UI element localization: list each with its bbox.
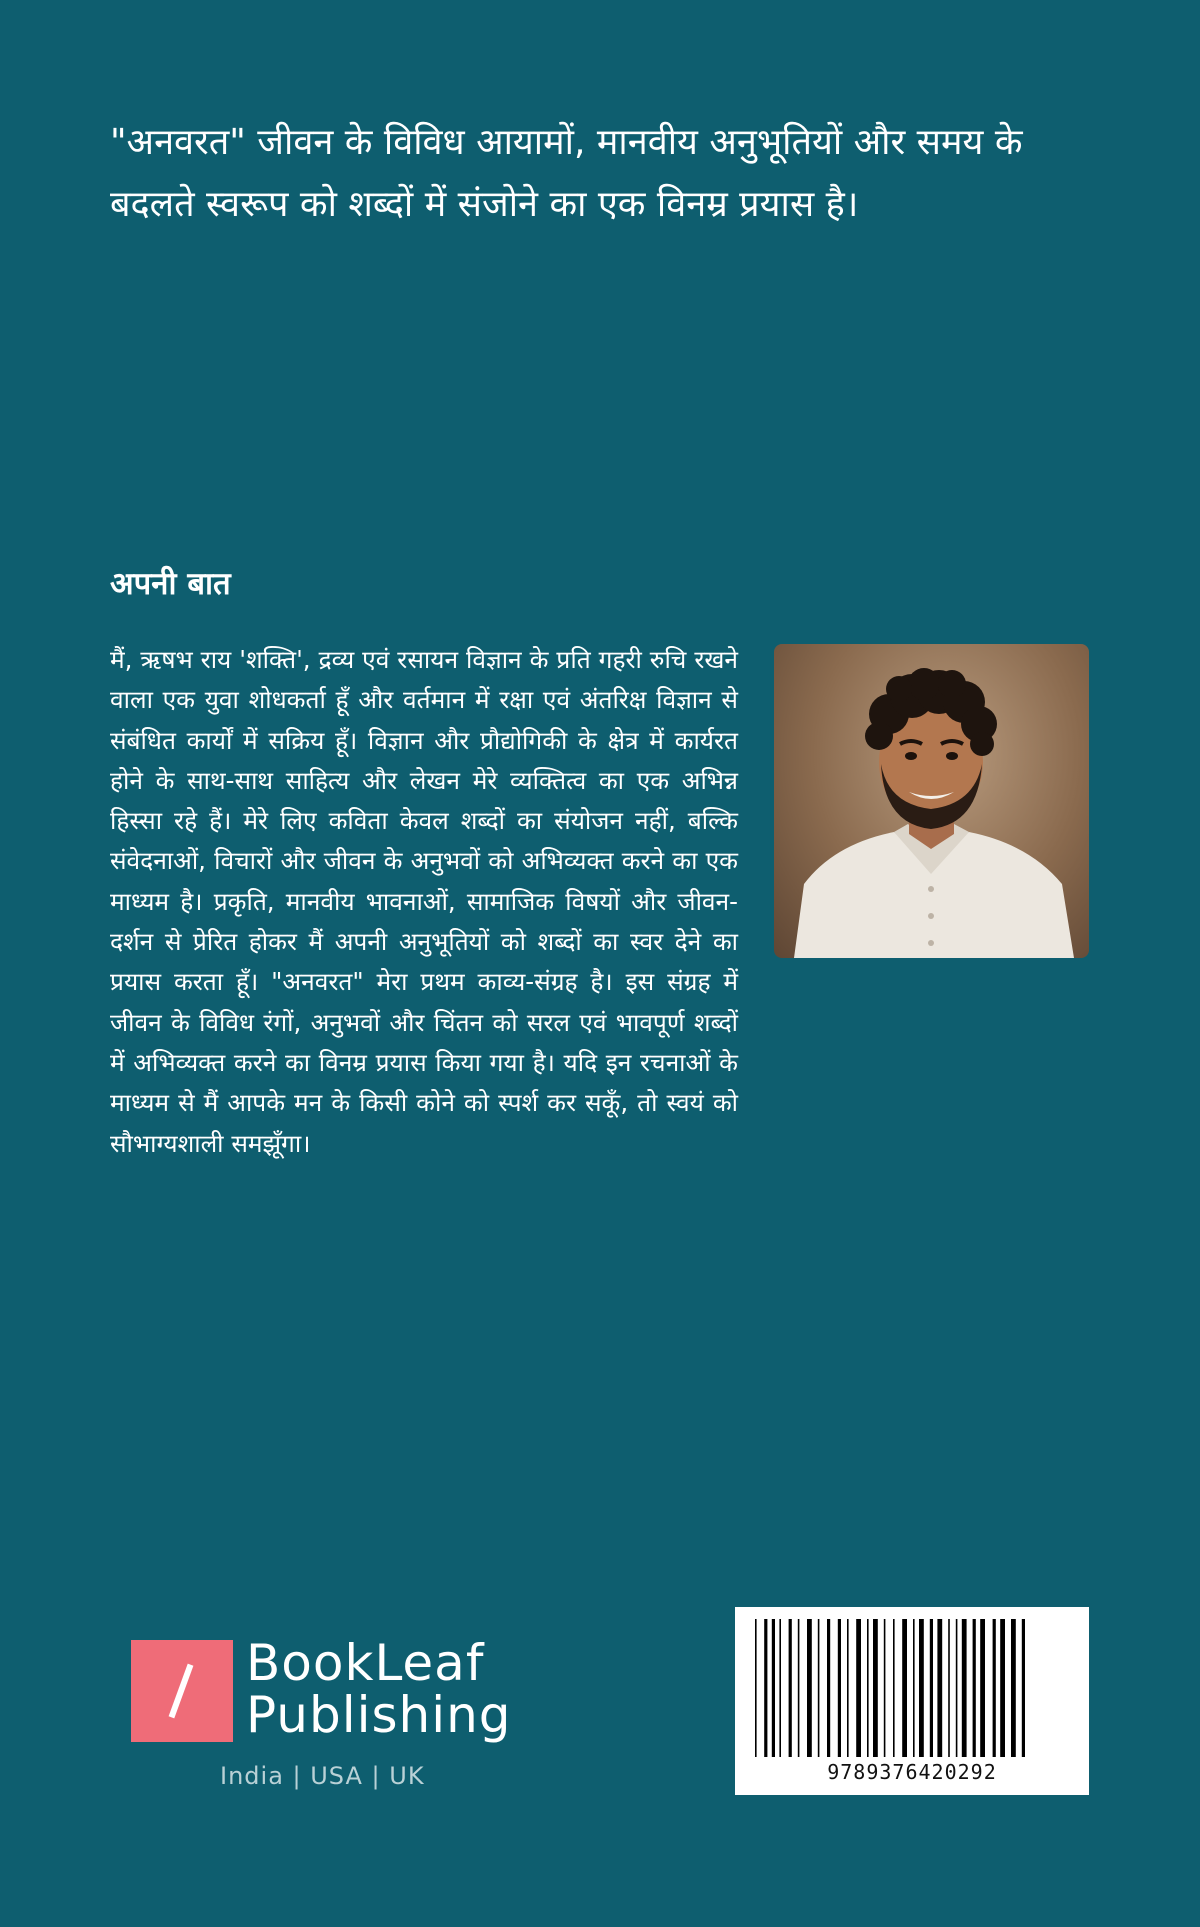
- barcode-bar: [893, 1619, 895, 1757]
- barcode-bar: [847, 1619, 849, 1757]
- section-heading: अपनी बात: [110, 566, 231, 602]
- barcode-bar: [856, 1619, 861, 1757]
- barcode-bar: [873, 1619, 878, 1757]
- publisher-name-line2: Publishing: [246, 1686, 512, 1744]
- barcode-bar: [980, 1619, 985, 1757]
- back-cover-tagline: "अनवरत" जीवन के विविध आयामों, मानवीय अनुभूतियों और समय के बदलते स्वरूप को शब्दों में संजोने का एक विनम्र प्रयास है।: [110, 122, 1023, 225]
- slash-icon: [169, 1664, 194, 1719]
- barcode-bar: [962, 1619, 967, 1757]
- barcode-bar: [919, 1619, 924, 1757]
- barcode-bar: [1000, 1619, 1005, 1757]
- barcode-bar: [789, 1619, 792, 1757]
- barcode-bar: [1022, 1619, 1025, 1757]
- author-portrait-illustration: [774, 644, 1089, 958]
- barcode-bar: [807, 1619, 812, 1757]
- barcode-bar: [1011, 1619, 1016, 1757]
- publisher-logo: [131, 1634, 531, 1800]
- barcode-bar: [884, 1619, 886, 1757]
- barcode-bars: [751, 1619, 1073, 1757]
- publisher-mark-icon: [131, 1640, 233, 1742]
- barcode-bar: [764, 1619, 767, 1757]
- isbn-number: 9789376420292: [827, 1760, 997, 1784]
- barcode-bar: [948, 1619, 950, 1757]
- barcode-bar: [902, 1619, 907, 1757]
- barcode-bar: [993, 1619, 996, 1757]
- barcode-bar: [838, 1619, 841, 1757]
- author-bio: मैं, ऋषभ राय 'शक्ति', द्रव्य एवं रसायन विज्ञान के प्रति गहरी रुचि रखने वाला एक युवा शोधकर्ता हूँ और वर्तमान में रक्षा एवं अंतरिक्ष विज्ञान से संबंधित कार्यों में सक्रिय हूँ। विज्ञान और प्रौद्योगिकी के क्षेत्र में कार्यरत होने के साथ-साथ साहित्य और लेखन मेरे व्यक्तित्व का एक अभिन्न हिस्सा रहे हैं। मेरे लिए कविता केवल शब्दों का संयोजन नहीं, बल्कि संवेदनाओं, विचारों और जीवन के अनुभवों को अभिव्यक्त करने का एक माध्यम है। प्रकृति, मानवीय भावनाओं, सामाजिक विषयों और जीवन-दर्शन से प्रेरित होकर मैं अपनी अनुभूतियों को शब्दों का स्वर देने का प्रयास करता हूँ। "अनवरत" मेरा प्रथम काव्य-संग्रह है। इस संग्रह में जीवन के विविध रंगों, अनुभवों और चिंतन को सरल एवं भावपूर्ण शब्दों में अभिव्यक्त करने का विनम्र प्रयास किया गया है। यदि इन रचनाओं के माध्यम से मैं आपके मन के किसी कोने को स्पर्श कर सकूँ, तो स्वयं को सौभाग्यशाली समझूँगा।: [110, 645, 738, 1158]
- barcode-bar: [755, 1619, 757, 1757]
- publisher-name-line1: BookLeaf: [246, 1634, 485, 1692]
- publisher-regions: India | USA | UK: [220, 1762, 425, 1790]
- barcode-bar: [867, 1619, 869, 1757]
- barcode-bar: [913, 1619, 915, 1757]
- barcode-bar: [973, 1619, 976, 1757]
- author-photo: [774, 644, 1089, 958]
- isbn-barcode: [735, 1607, 1089, 1795]
- barcode-bar: [818, 1619, 820, 1757]
- barcode-bar: [798, 1619, 800, 1757]
- barcode-bar: [956, 1619, 958, 1757]
- barcode-bar: [827, 1619, 830, 1757]
- barcode-bar: [937, 1619, 942, 1757]
- barcode-bar: [930, 1619, 933, 1757]
- barcode-bar: [772, 1619, 775, 1757]
- barcode-bar: [779, 1619, 781, 1757]
